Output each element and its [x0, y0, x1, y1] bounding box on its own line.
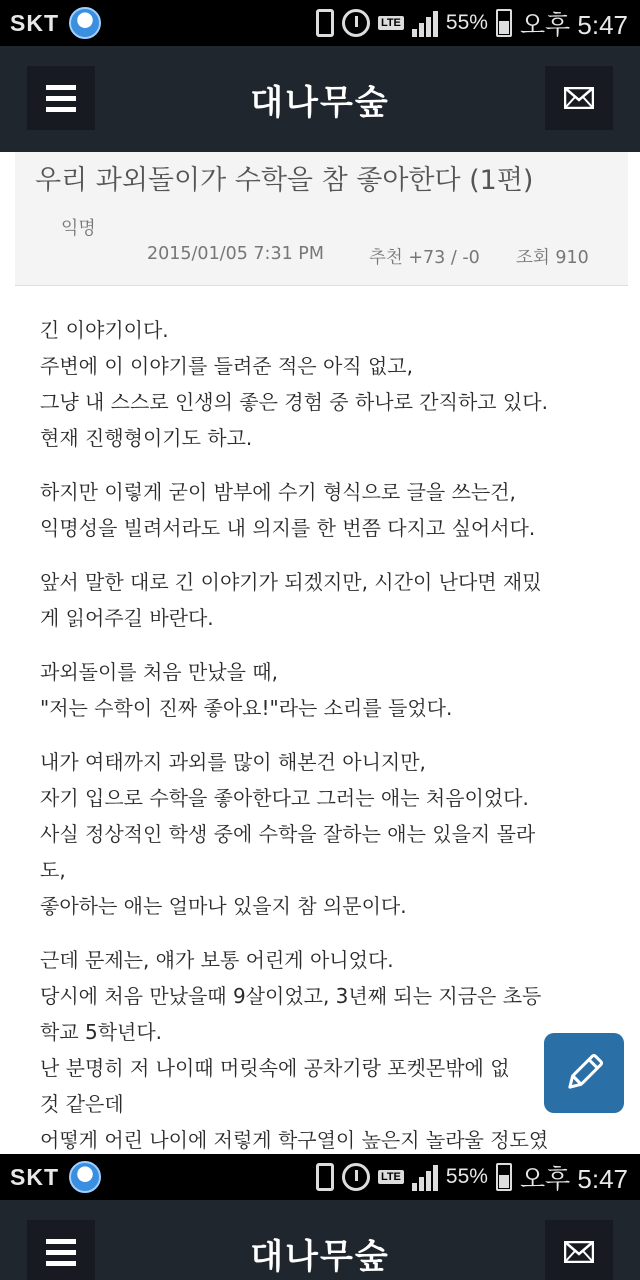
- vibrate-icon: [316, 1163, 334, 1191]
- body-line: 것 같은데: [40, 1092, 124, 1116]
- body-line: 익명성을 빌려서라도 내 의지를 한 번쯤 다지고 싶어서다.: [40, 516, 536, 540]
- body-line: 자기 입으로 수학을 좋아한다고 그러는 애는 처음이었다.: [40, 786, 529, 810]
- body-paragraph: [40, 564, 610, 636]
- battery-percent: 55%: [445, 1165, 488, 1188]
- status-bar: [0, 0, 640, 46]
- app-bar: [0, 46, 640, 152]
- post-title: 우리 과외돌이가 수학을 참 좋아한다 (1편): [35, 165, 534, 196]
- menu-button[interactable]: [27, 1220, 95, 1280]
- post-header: [15, 152, 628, 286]
- body-line: "저는 수학이 진짜 좋아요!"라는 소리를 들었다.: [40, 696, 453, 720]
- body-paragraph: [40, 744, 610, 924]
- body-line: 현재 진행형이기도 하고.: [40, 426, 253, 450]
- post-meta: [147, 244, 589, 269]
- write-button[interactable]: [544, 1033, 624, 1113]
- lte-icon: LTE: [378, 1170, 404, 1184]
- clock: 오후 5:47: [519, 1163, 628, 1194]
- body-paragraph: [40, 474, 610, 546]
- signal-icon: [412, 9, 438, 37]
- carrier-label: SKT: [10, 1163, 59, 1190]
- body-line: 앞서 말한 대로 긴 이야기가 되겠지만, 시간이 난다면 재밌: [40, 570, 542, 594]
- body-paragraph: [40, 312, 610, 456]
- body-line: 게 읽어주길 바란다.: [40, 606, 214, 630]
- battery-icon: [496, 9, 512, 37]
- hamburger-menu-icon: [46, 1239, 76, 1244]
- body-line: 사실 정상적인 학생 중에 수학을 잘하는 애는 있을지 몰라: [40, 822, 536, 846]
- clock: 오후 5:47: [519, 9, 628, 40]
- body-line: 근데 문제는, 얘가 보통 어린게 아니었다.: [40, 948, 394, 972]
- carrier-logo-icon: [69, 7, 101, 39]
- body-line: 긴 이야기이다.: [40, 318, 169, 342]
- battery-icon: [496, 1163, 512, 1191]
- body-line: 난 분명히 저 나이때 머릿속에 공차기랑 포켓몬밖에 없: [40, 1056, 510, 1080]
- body-paragraph: [40, 654, 610, 726]
- envelope-icon: [564, 1241, 594, 1263]
- body-line: 내가 여태까지 과외를 많이 해본건 아니지만,: [40, 750, 426, 774]
- app-bar-bottom: [0, 1200, 640, 1280]
- carrier-logo-icon: [69, 1161, 101, 1193]
- vibrate-icon: [316, 9, 334, 37]
- body-line: 주변에 이 이야기를 들려준 적은 아직 없고,: [40, 354, 413, 378]
- carrier-label: SKT: [10, 9, 59, 36]
- post-author: 익명: [61, 218, 96, 239]
- body-line: 하지만 이렇게 굳이 밤부에 수기 형식으로 글을 쓰는건,: [40, 480, 516, 504]
- pencil-icon: [561, 1050, 607, 1096]
- body-line: 과외돌이를 처음 만났을 때,: [40, 660, 278, 684]
- post-views: 조회 910: [516, 248, 589, 268]
- envelope-icon: [564, 87, 594, 109]
- body-line: 당시에 처음 만났을때 9살이었고, 3년째 되는 지금은 초등: [40, 984, 542, 1008]
- signal-icon: [412, 1163, 438, 1191]
- post-body: [40, 312, 610, 1176]
- alarm-icon: [342, 9, 370, 37]
- mail-button[interactable]: [545, 1220, 613, 1280]
- status-bar-bottom: [0, 1154, 640, 1200]
- app-title: 대나무숲: [250, 82, 390, 123]
- body-line: 도,: [40, 858, 66, 882]
- post-recommend[interactable]: 추천 +73 / -0: [369, 248, 480, 268]
- menu-button[interactable]: [27, 66, 95, 130]
- post-date: 2015/01/05 7:31 PM: [147, 244, 324, 264]
- body-paragraph: [40, 942, 610, 1158]
- mail-button[interactable]: [545, 66, 613, 130]
- alarm-icon: [342, 1163, 370, 1191]
- hamburger-menu-icon: [46, 85, 76, 90]
- body-line: 학교 5학년다.: [40, 1020, 163, 1044]
- battery-percent: 55%: [445, 11, 488, 34]
- body-line: 어떻게 어린 나이에 저렇게 학구열이 높은지 놀라울 정도였: [40, 1128, 549, 1152]
- body-line: 좋아하는 애는 얼마나 있을지 참 의문이다.: [40, 894, 407, 918]
- lte-icon: LTE: [378, 16, 404, 30]
- app-title: 대나무숲: [250, 1236, 390, 1277]
- body-line: 그냥 내 스스로 인생의 좋은 경험 중 하나로 간직하고 있다.: [40, 390, 548, 414]
